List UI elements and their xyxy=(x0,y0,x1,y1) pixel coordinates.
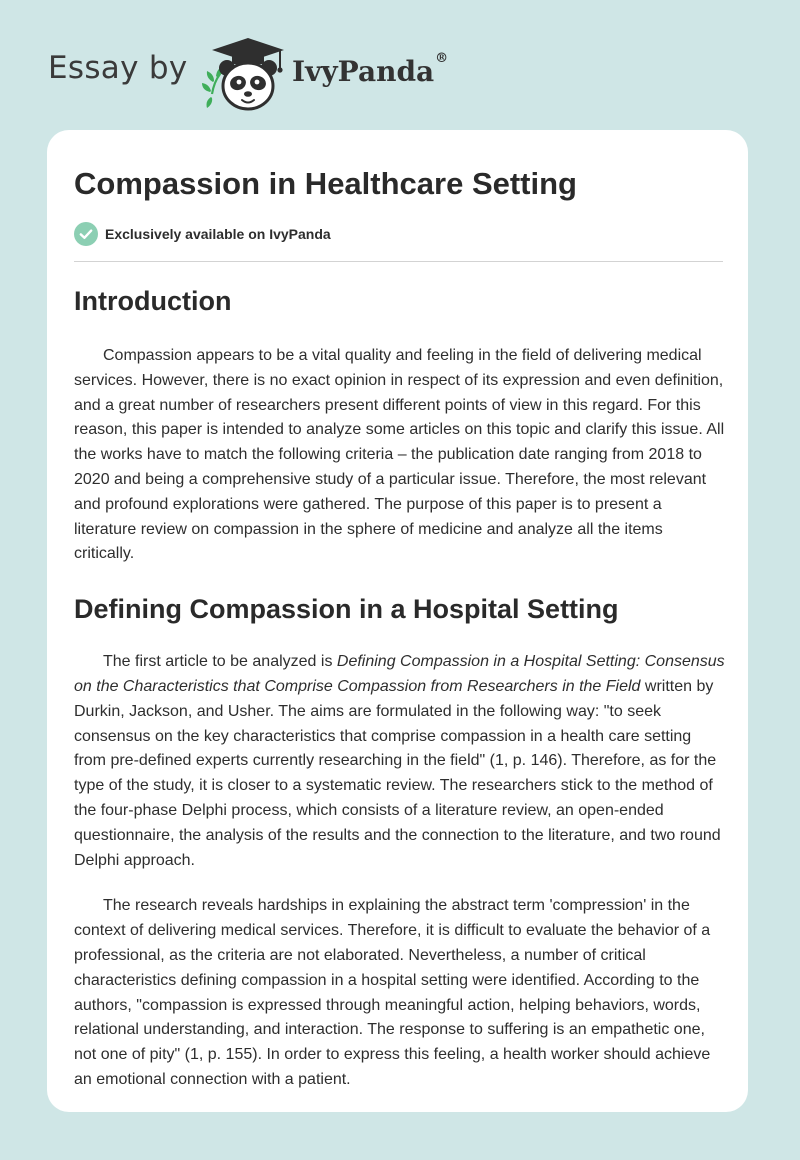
section-heading-defining-compassion: Defining Compassion in a Hospital Setting xyxy=(74,594,619,625)
essay-title: Compassion in Healthcare Setting xyxy=(74,166,577,201)
section-heading-introduction: Introduction xyxy=(74,286,232,316)
introduction-paragraph: Compassion appears to be a vital quality and feeling in the field of delivering medical services. However, there is no exact opinion in respect of its expression and even definition, and a great number of researchers present different points of view in this regard. For this reason, this paper is intended to analyze some articles on this topic and clarify this issue. All the works have to match the following criteria – the publication date ranging from 2018 to 2020 and being a comprehensive study of a particular issue. Therefore, the most relevant and profound explorations were gathered. The purpose of this paper is to present a literature review on compassion in the sphere of medicine and analyze all the items critically. xyxy=(74,347,725,563)
title-divider xyxy=(74,261,723,262)
site-header xyxy=(0,0,800,128)
brand-prefix: Essay by xyxy=(48,50,188,86)
defining-compassion-paragraph-1: The first article to be analyzed is Defining Compassion in a Hospital Setting: Consensus on the Characteristics that Comprise Compassion from Researchers in the Field written by Durkin, Jackson, and Usher. The aims are formulated in the following way: "to seek consensus on the key characteristics that comprise compassion in a health care setting from pre-defined experts currently researching in the field" (1, p. 146). Therefore, as for the type of the study, it is closer to a systematic review. The researchers stick to the method of the four-phase Delphi process, which consists of a literature review, an open-ended questionnaire, the analysis of the results and the connection to the literature, and two round Delphi approach. xyxy=(74,653,725,869)
panda-graduate-icon xyxy=(196,34,292,114)
essay-body xyxy=(74,280,726,1093)
essay-card xyxy=(47,130,748,1112)
check-circle-icon xyxy=(74,222,98,246)
article-title-italic: Defining Compassion in a Hospital Setting: Consensus on the Characteristics that Comprise Compassion from Researchers in the Field xyxy=(74,653,725,695)
defining-compassion-paragraph-2: The research reveals hardships in explaining the abstract term 'compression' in the context of delivering medical services. Therefore, it is difficult to evaluate the behavior of a professional, as the criteria are not elaborated. Nevertheless, a number of critical characteristics defining compassion in a hospital setting were identified. According to the authors, "compassion is expressed through meaningful action, helping behaviors, words, relational understanding, and interaction. The response to suffering is an empathetic one, not one of pity" (1, p. 155). In order to express this feeling, a health worker should achieve an emotional connection with a patient. xyxy=(74,897,711,1088)
brand-name: IvyPanda® xyxy=(292,51,449,88)
exclusive-badge-text: Exclusively available on IvyPanda xyxy=(105,226,331,242)
exclusive-badge xyxy=(74,222,331,246)
